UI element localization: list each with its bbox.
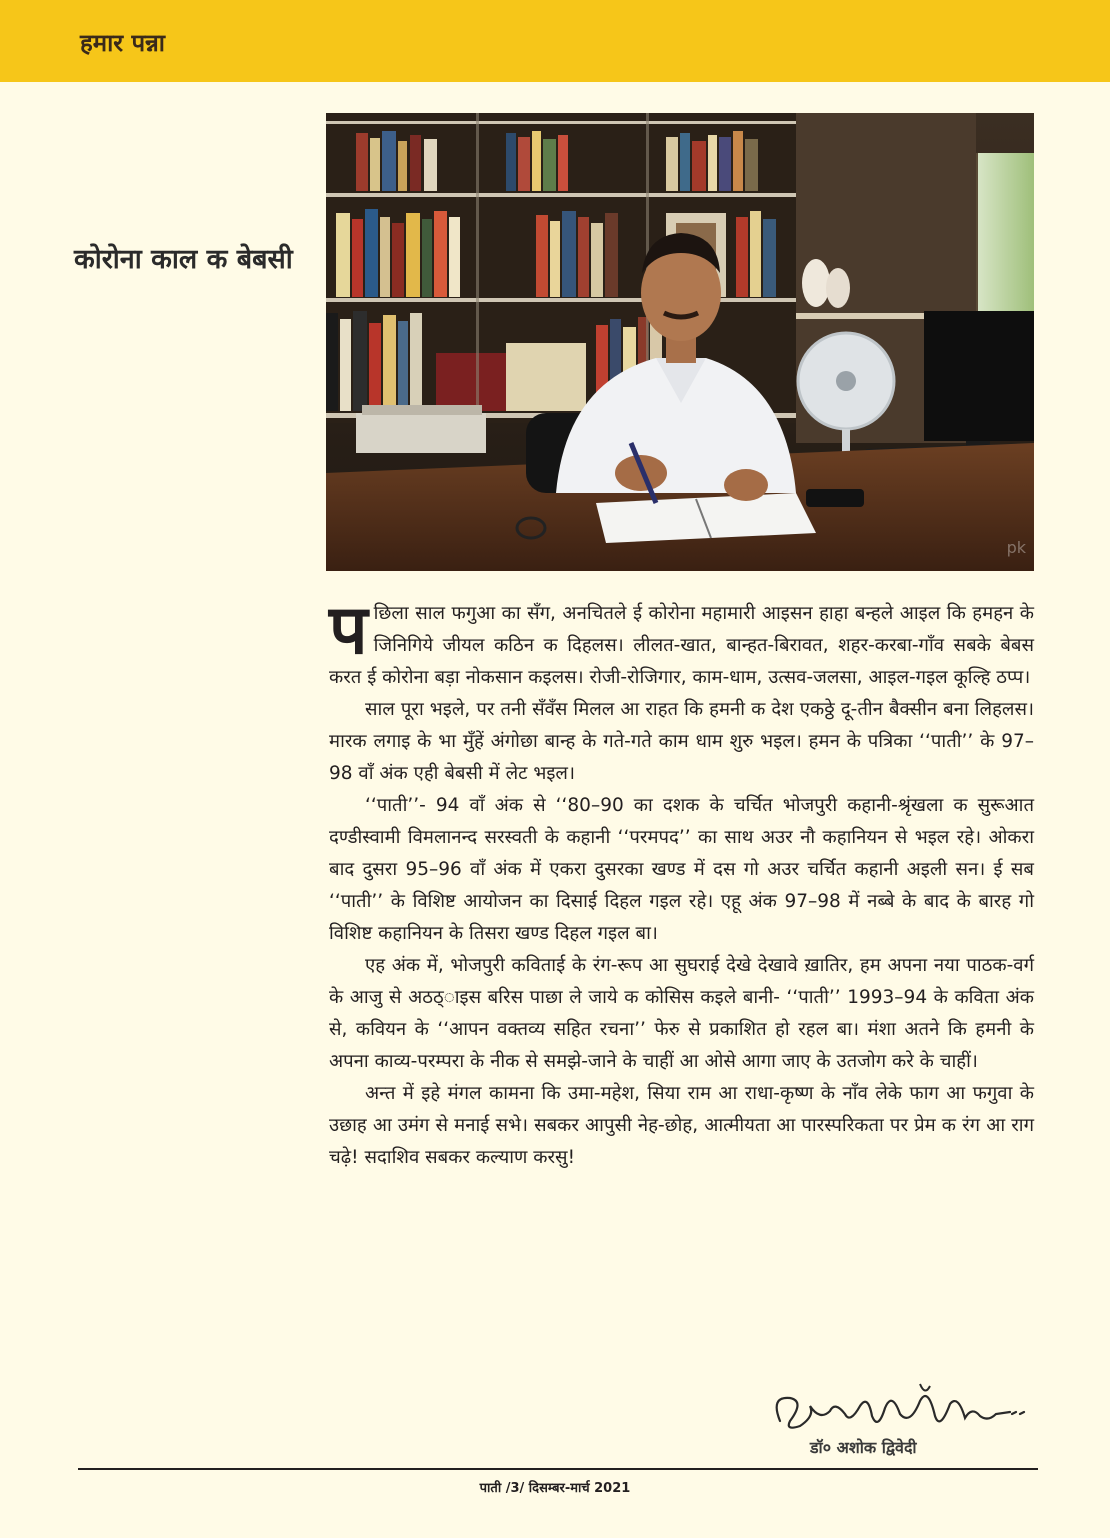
page-footer: पाती /3/ दिसम्बर-मार्च 2021	[479, 1481, 631, 1496]
article-title: कोरोना काल क बेबसी	[74, 244, 293, 275]
header-bar	[0, 0, 1110, 82]
paragraph-4: एह अंक में, भोजपुरी कविताई के रंग-रूप आ सुघराई देखे देखावे ख़ातिर, हम अपना नया पाठक-वर्ग के आजु से अठठ्ाइस बरिस पाछा ले जाये क कोसिस कइले बानी- ‘‘पाती’’ 1993–94 के कविता अंक से, कवियन के ‘‘आपन वक्तव्य सहित रचना’’ फेरु से प्रकाशित हो रहल बा। मंशा अतने कि हमनी के अपना काव्य-परम्परा के नीक से समझे-जाने के चाहीं आ ओसे आगा जाए के उतजोग करे के चाहीं।	[329, 955, 1034, 1072]
office-photo-illustration	[326, 113, 1034, 571]
footer-divider	[78, 1468, 1038, 1470]
paragraph-2: साल पूरा भइले, पर तनी सँवँस मिलल आ राहत कि हमनी क देश एकठ्ठे दू-तीन बैक्सीन बना लिहलस। मारक लगाइ के भा मुँहें अंगोछा बान्ह के गते-गते काम धाम शुरु भइल। हमन के पत्रिका ‘‘पाती’’ के 97–98 वाँ अंक एही बेबसी में लेट भइल।	[329, 699, 1034, 784]
author-photo	[326, 113, 1034, 571]
paragraph-5: अन्त में इहे मंगल कामना कि उमा-महेश, सिया राम आ राधा-कृष्ण के नाँव लेके फाग आ फगुवा के उछाह आ उमंग से मनाई सभे। सबकर आपुसी नेह-छोह, आत्मीयता आ पारस्परिकता पर प्रेम क रंग आ राग चढ़े! सदाशिव सबकर कल्याण करसु!	[329, 1083, 1034, 1168]
drop-cap: प	[329, 591, 368, 670]
paragraph-1-text: छिला साल फगुआ का सँग, अनचितले ई कोरोना महामारी आइसन हाहा बन्हले आइल कि हमहन के जिनिगिये जीयल कठिन क दिहलस। लीलत-खात, बान्हत-बिरावत, शहर-करबा-गाँव सबके बेबस करत ई कोरोना बड़ा नोकसान कइलस। रोजी-रोजिगार, काम-धाम, उत्सव-जलसा, आइल-गइल कूल्हि ठप्प।	[329, 603, 1034, 688]
section-title: हमार पन्ना	[80, 29, 166, 57]
photo-watermark: pk	[1006, 538, 1026, 557]
paragraph-3: ‘‘पाती’’- 94 वाँ अंक से ‘‘80–90 का दशक के चर्चित भोजपुरी कहानी-श्रृंखला क सुरूआत दण्डीस्वामी विमलानन्द सरस्वती के कहानी ‘‘परमपद’’ का साथ अउर नौ कहानियन से भइल रहे। ओकरा बाद दुसरा 95–96 वाँ अंक में एकरा दुसरका खण्ड में दस गो अउर चर्चित कहानी अइली सन। ई सब ‘‘पाती’’ के विशिष्ट आयोजन का दिसाई दिहल गइल रहे। एहू अंक 97–98 में नब्बे के बाद के बारह गो विशिष्ट कहानियन के तिसरा खण्ड दिहल गइल बा।	[329, 795, 1034, 944]
paragraph-1	[329, 591, 1034, 694]
article-body	[329, 591, 1034, 1174]
author-name: डॉ० अशोक द्विवेदी	[810, 1438, 917, 1457]
